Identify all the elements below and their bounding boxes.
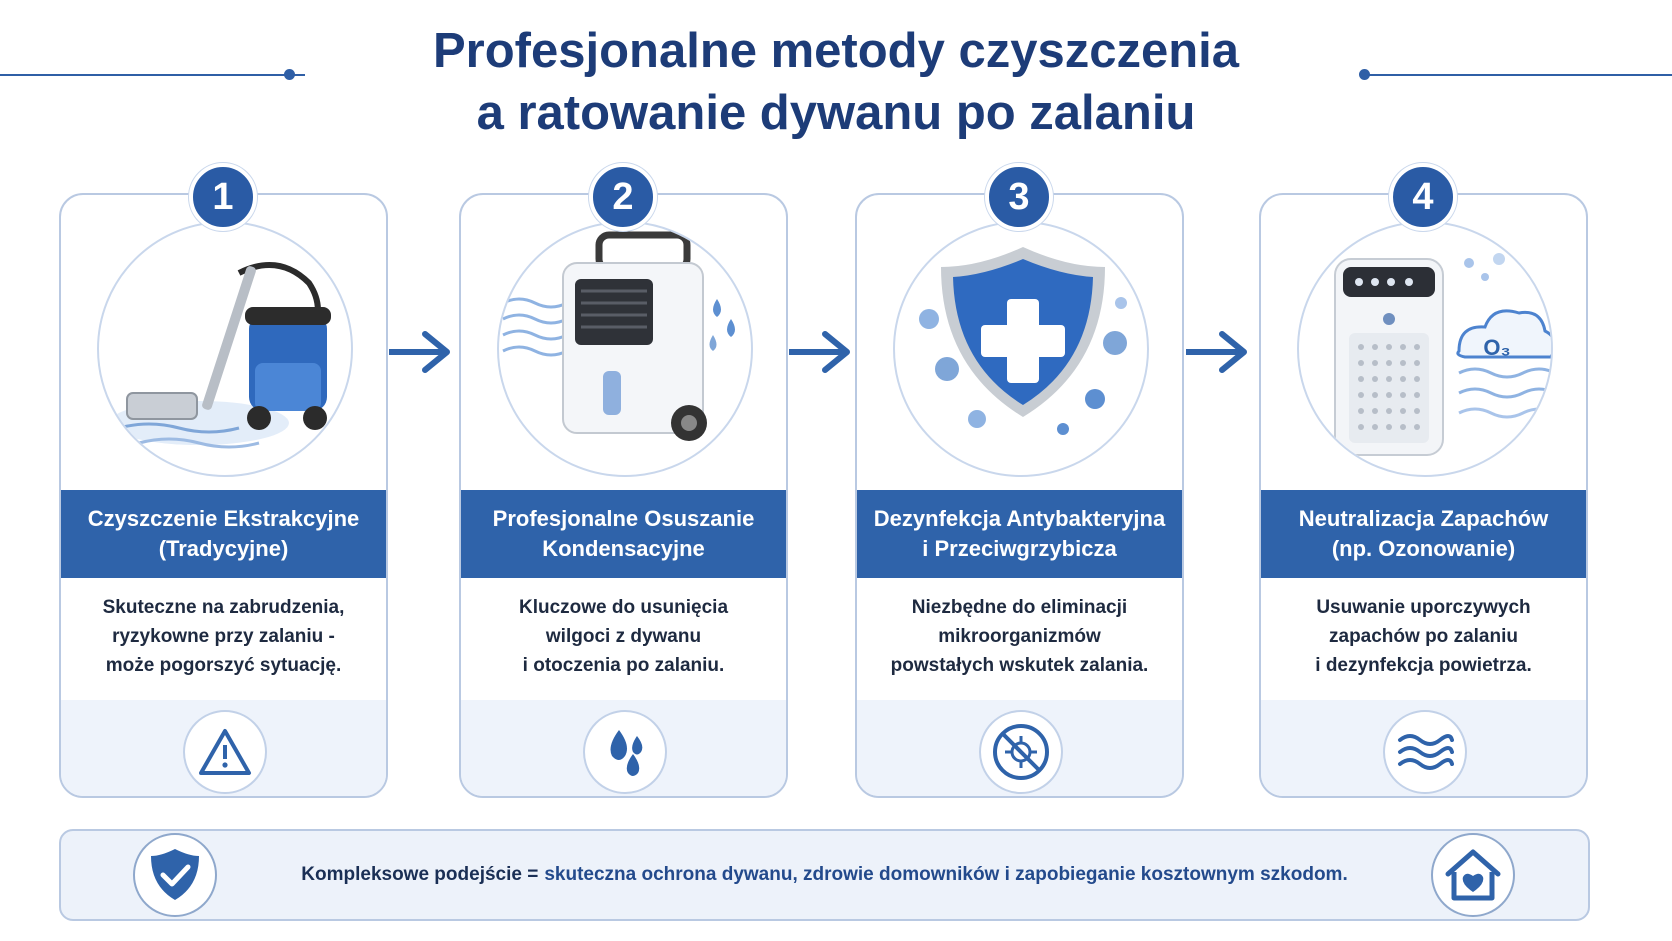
step-heading: Neutralizacja Zapachów (np. Ozonowanie) bbox=[1298, 506, 1549, 561]
summary-banner bbox=[59, 829, 1590, 921]
step-heading-band bbox=[61, 490, 386, 578]
footer-icon-circle bbox=[583, 710, 667, 794]
step-footer bbox=[1261, 700, 1586, 796]
title-line-1: Profesjonalne metody czyszczenia bbox=[432, 24, 1240, 78]
summary-text bbox=[211, 831, 1438, 919]
air-waves-icon bbox=[1396, 730, 1454, 774]
step-description: Kluczowe do usunięcia wilgoci z dywanu i otoczenia po zalaniu. bbox=[518, 597, 729, 676]
arrow-right-icon bbox=[787, 330, 853, 374]
step-footer bbox=[461, 700, 786, 796]
illustration-frame bbox=[497, 221, 753, 477]
page-title bbox=[300, 20, 1372, 144]
step-heading: Profesjonalne Osuszanie Kondensacyjne bbox=[492, 506, 755, 561]
illustration-frame bbox=[97, 221, 353, 477]
step-card-2 bbox=[459, 193, 788, 798]
ozone-air-purifier-icon bbox=[1299, 223, 1553, 477]
step-heading: Dezynfekcja Antybakteryjna i Przeciwgrzybicza bbox=[873, 506, 1166, 561]
shield-check-icon bbox=[147, 845, 203, 905]
title-decor-line-right bbox=[1363, 74, 1672, 76]
house-heart-icon bbox=[1442, 846, 1504, 904]
footer-icon-circle bbox=[1383, 710, 1467, 794]
illustration-frame bbox=[893, 221, 1149, 477]
step-description: Skuteczne na zabrudzenia, ryzykowne przy zalaniu - może pogorszyć sytuację. bbox=[102, 597, 345, 676]
arrow-right-icon bbox=[1184, 330, 1250, 374]
footer-icon-circle bbox=[979, 710, 1063, 794]
step-number-badge: 3 bbox=[985, 163, 1053, 231]
footer-icon-circle bbox=[183, 710, 267, 794]
summary-rest: skuteczna ochrona dywanu, zdrowie domowników i zapobieganie kosztownym szkodom. bbox=[544, 864, 1348, 885]
step-footer bbox=[61, 700, 386, 796]
step-number-badge: 2 bbox=[589, 163, 657, 231]
dehumidifier-icon bbox=[499, 223, 753, 477]
step-number-badge: 1 bbox=[189, 163, 257, 231]
step-heading-band bbox=[1261, 490, 1586, 578]
step-number-badge: 4 bbox=[1389, 163, 1457, 231]
step-heading-band bbox=[461, 490, 786, 578]
step-card-3 bbox=[855, 193, 1184, 798]
summary-bold: Kompleksowe podejście = bbox=[301, 864, 539, 885]
no-bacteria-icon bbox=[991, 722, 1051, 782]
warning-triangle-icon bbox=[197, 727, 253, 777]
summary-right-icon-circle bbox=[1431, 833, 1515, 917]
step-footer bbox=[857, 700, 1182, 796]
title-decor-line-left bbox=[0, 74, 305, 76]
illustration-frame bbox=[1297, 221, 1553, 477]
step-heading: Czyszczenie Ekstrakcyjne (Tradycyjne) bbox=[87, 506, 360, 561]
ozone-label: O₃ bbox=[1483, 335, 1511, 360]
step-card-4 bbox=[1259, 193, 1588, 798]
carpet-extractor-vacuum-icon bbox=[99, 223, 353, 477]
step-heading-band bbox=[857, 490, 1182, 578]
arrow-right-icon bbox=[387, 330, 453, 374]
summary-left-icon-circle bbox=[133, 833, 217, 917]
water-drops-icon bbox=[597, 724, 653, 780]
shield-cross-germs-icon bbox=[895, 223, 1149, 477]
step-card-1 bbox=[59, 193, 388, 798]
step-description: Usuwanie uporczywych zapachów po zalaniu i dezynfekcja powietrza. bbox=[1315, 597, 1532, 676]
step-description: Niezbędne do eliminacji mikroorganizmów powstałych wskutek zalania. bbox=[890, 597, 1149, 676]
title-decor-dot-left bbox=[284, 69, 295, 80]
title-line-2: a ratowanie dywanu po zalaniu bbox=[476, 86, 1196, 140]
